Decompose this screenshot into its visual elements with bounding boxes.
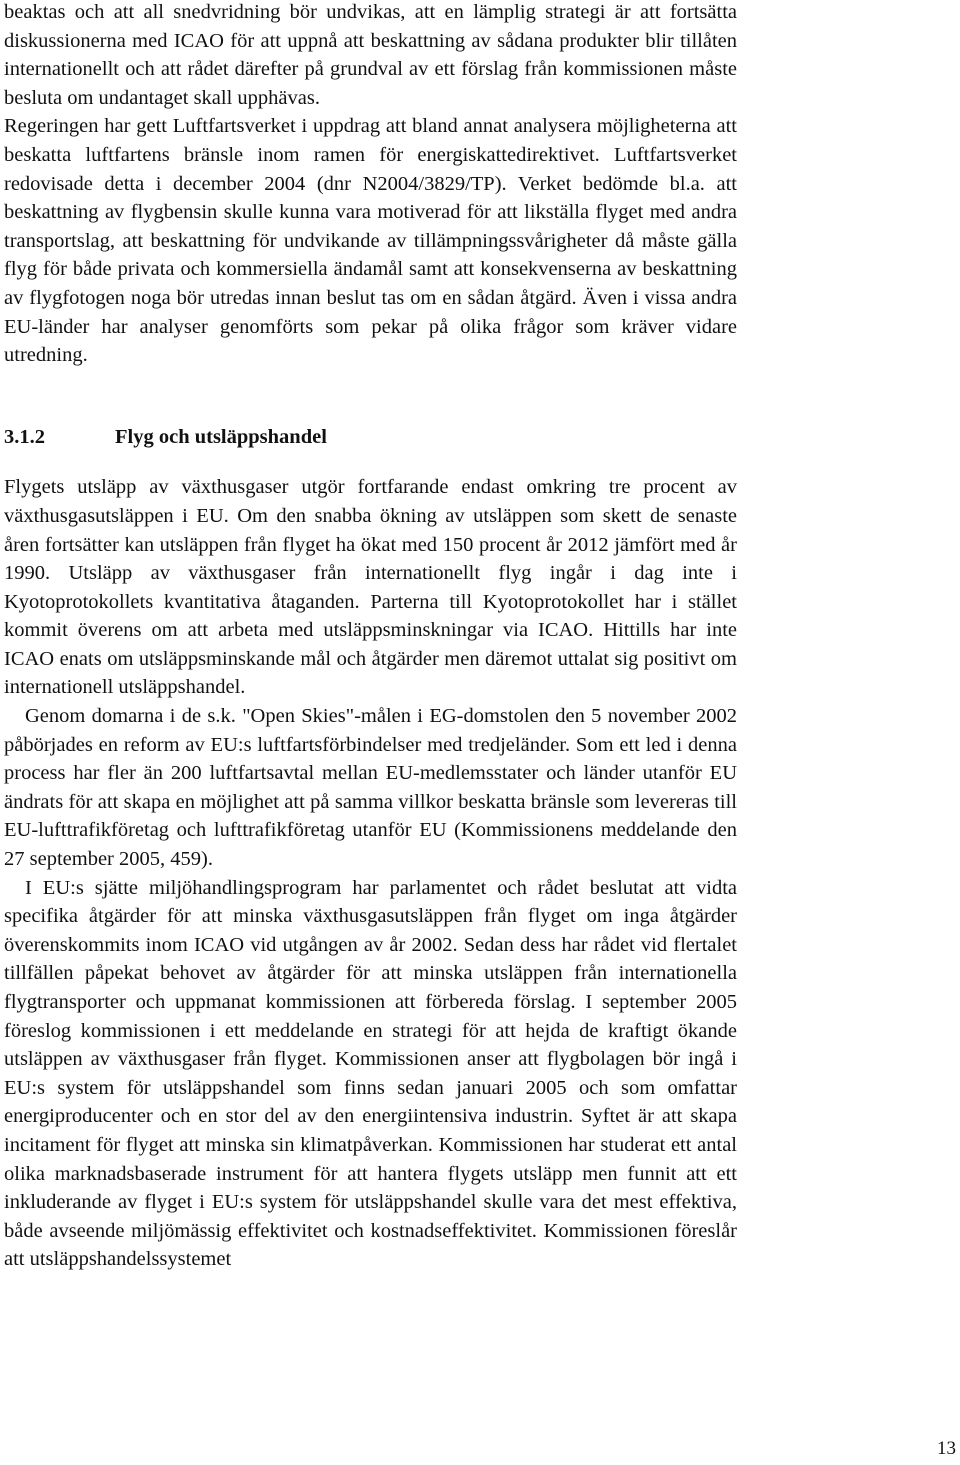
section-heading [4, 423, 737, 452]
paragraph-open-skies: Genom domarna i de s.k. "Open Skies"-målen i EG-domstolen den 5 november 2002 påbörjades en reform av EU:s luftfartsförbindelser med tredjeländer. Som ett led i denna process har fler än 200 luftfartsavtal mellan EU-medlemsstater och länder utanför EU ändrats för att skapa en möjlighet att på samma villkor beskatta bränsle som levereras till EU-lufttrafikföretag och lufttrafikföretag utanför EU (Kommissionens meddelande den 27 september 2005, 459). [4, 705, 737, 871]
paragraph-luftfartsverket: Regeringen har gett Luftfartsverket i uppdrag att bland annat analysera möjligheterna att beskatta luftfartens bränsle inom ramen för energiskattedirektivet. Luftfartsverket redovisade detta i december 2004 (dnr N2004/3829/TP). Verket bedömde bl.a. att beskattning av flygbensin skulle kunna vara motiverad för att likställa flyget med andra transportslag, att beskattning för undvikande av tillämpningssvårigheter då måste gälla flyg för både privata och kommersiella ändamål samt att konsekvenserna av beskattning av flygfotogen noga bör utredas innan beslut tas om en sådan åtgärd. Även i vissa andra EU-länder har analyser genomförts som pekar på olika frågor som kräver vidare utredning. [4, 115, 737, 367]
page-number: 13 [937, 1438, 956, 1459]
document-page [4, 0, 737, 1274]
paragraph-miljohandlingsprogram: I EU:s sjätte miljöhandlingsprogram har parlamentet och rådet beslutat att vidta specifika åtgärder för att minska växthusgasutsläppen från flyget om inga åtgärder överenskommits inom ICAO vid utgången av år 2002. Sedan dess har rådet vid flertalet tillfällen påpekat behovet av åtgärder för att minska utsläppen från internationella flygtransporter och uppmanat kommissionen att förbereda förslag. I september 2005 föreslog kommissionen i ett meddelande en strategi för att hejda de kraftigt ökande utsläppen av växthusgaser från flyget. Kommissionen anser att flygbolagen bör ingå i EU:s system för utsläppshandel som finns sedan januari 2005 och som omfattar energiproducenter och en stor del av den energiintensiva industrin. Syftet är att skapa incitament för flyget att minska sin klimatpåverkan. Kommissionen har studerat ett antal olika marknadsbaserade instrument för att hantera flygets utsläpp men funnit att ett inkluderande av flyget i EU:s system för utsläppshandel skulle vara det mest effektiva, både avseende miljömässig effektivitet och kostnadseffektivitet. Kommissionen föreslår att utsläppshandelssystemet [4, 876, 737, 1271]
section-number: 3.1.2 [4, 425, 45, 448]
paragraph-continued: beaktas och att all snedvridning bör undvikas, att en lämplig strategi är att fortsätta diskussionerna med ICAO för att uppnå att beskattning av sådana produkter blir tillåten internationellt och att rådet därefter på grundval av ett förslag från kommissionen måste besluta om undantaget skall upphävas. [4, 1, 737, 109]
section-title: Flyg och utsläppshandel [115, 425, 327, 448]
paragraph-flygets-utslapp: Flygets utsläpp av växthusgaser utgör fortfarande endast omkring tre procent av växthusgasutsläppen i EU. Om den snabba ökning av utsläppen som skett de senaste åren fortsätter kan utsläppen från flyget ha ökat med 150 procent år 2012 jämfört med år 1990. Utsläpp av växthusgaser från internationellt flyg ingår i dag inte i Kyotoprotokollets kvantitativa åtaganden. Parterna till Kyotoprotokollet har i stället kommit överens om att arbeta med utsläppsminskningar via ICAO. Hittills har inte ICAO enats om utsläppsminskande mål och åtgärder men däremot uttalat sig positivt om internationell utsläppshandel. [4, 476, 737, 699]
